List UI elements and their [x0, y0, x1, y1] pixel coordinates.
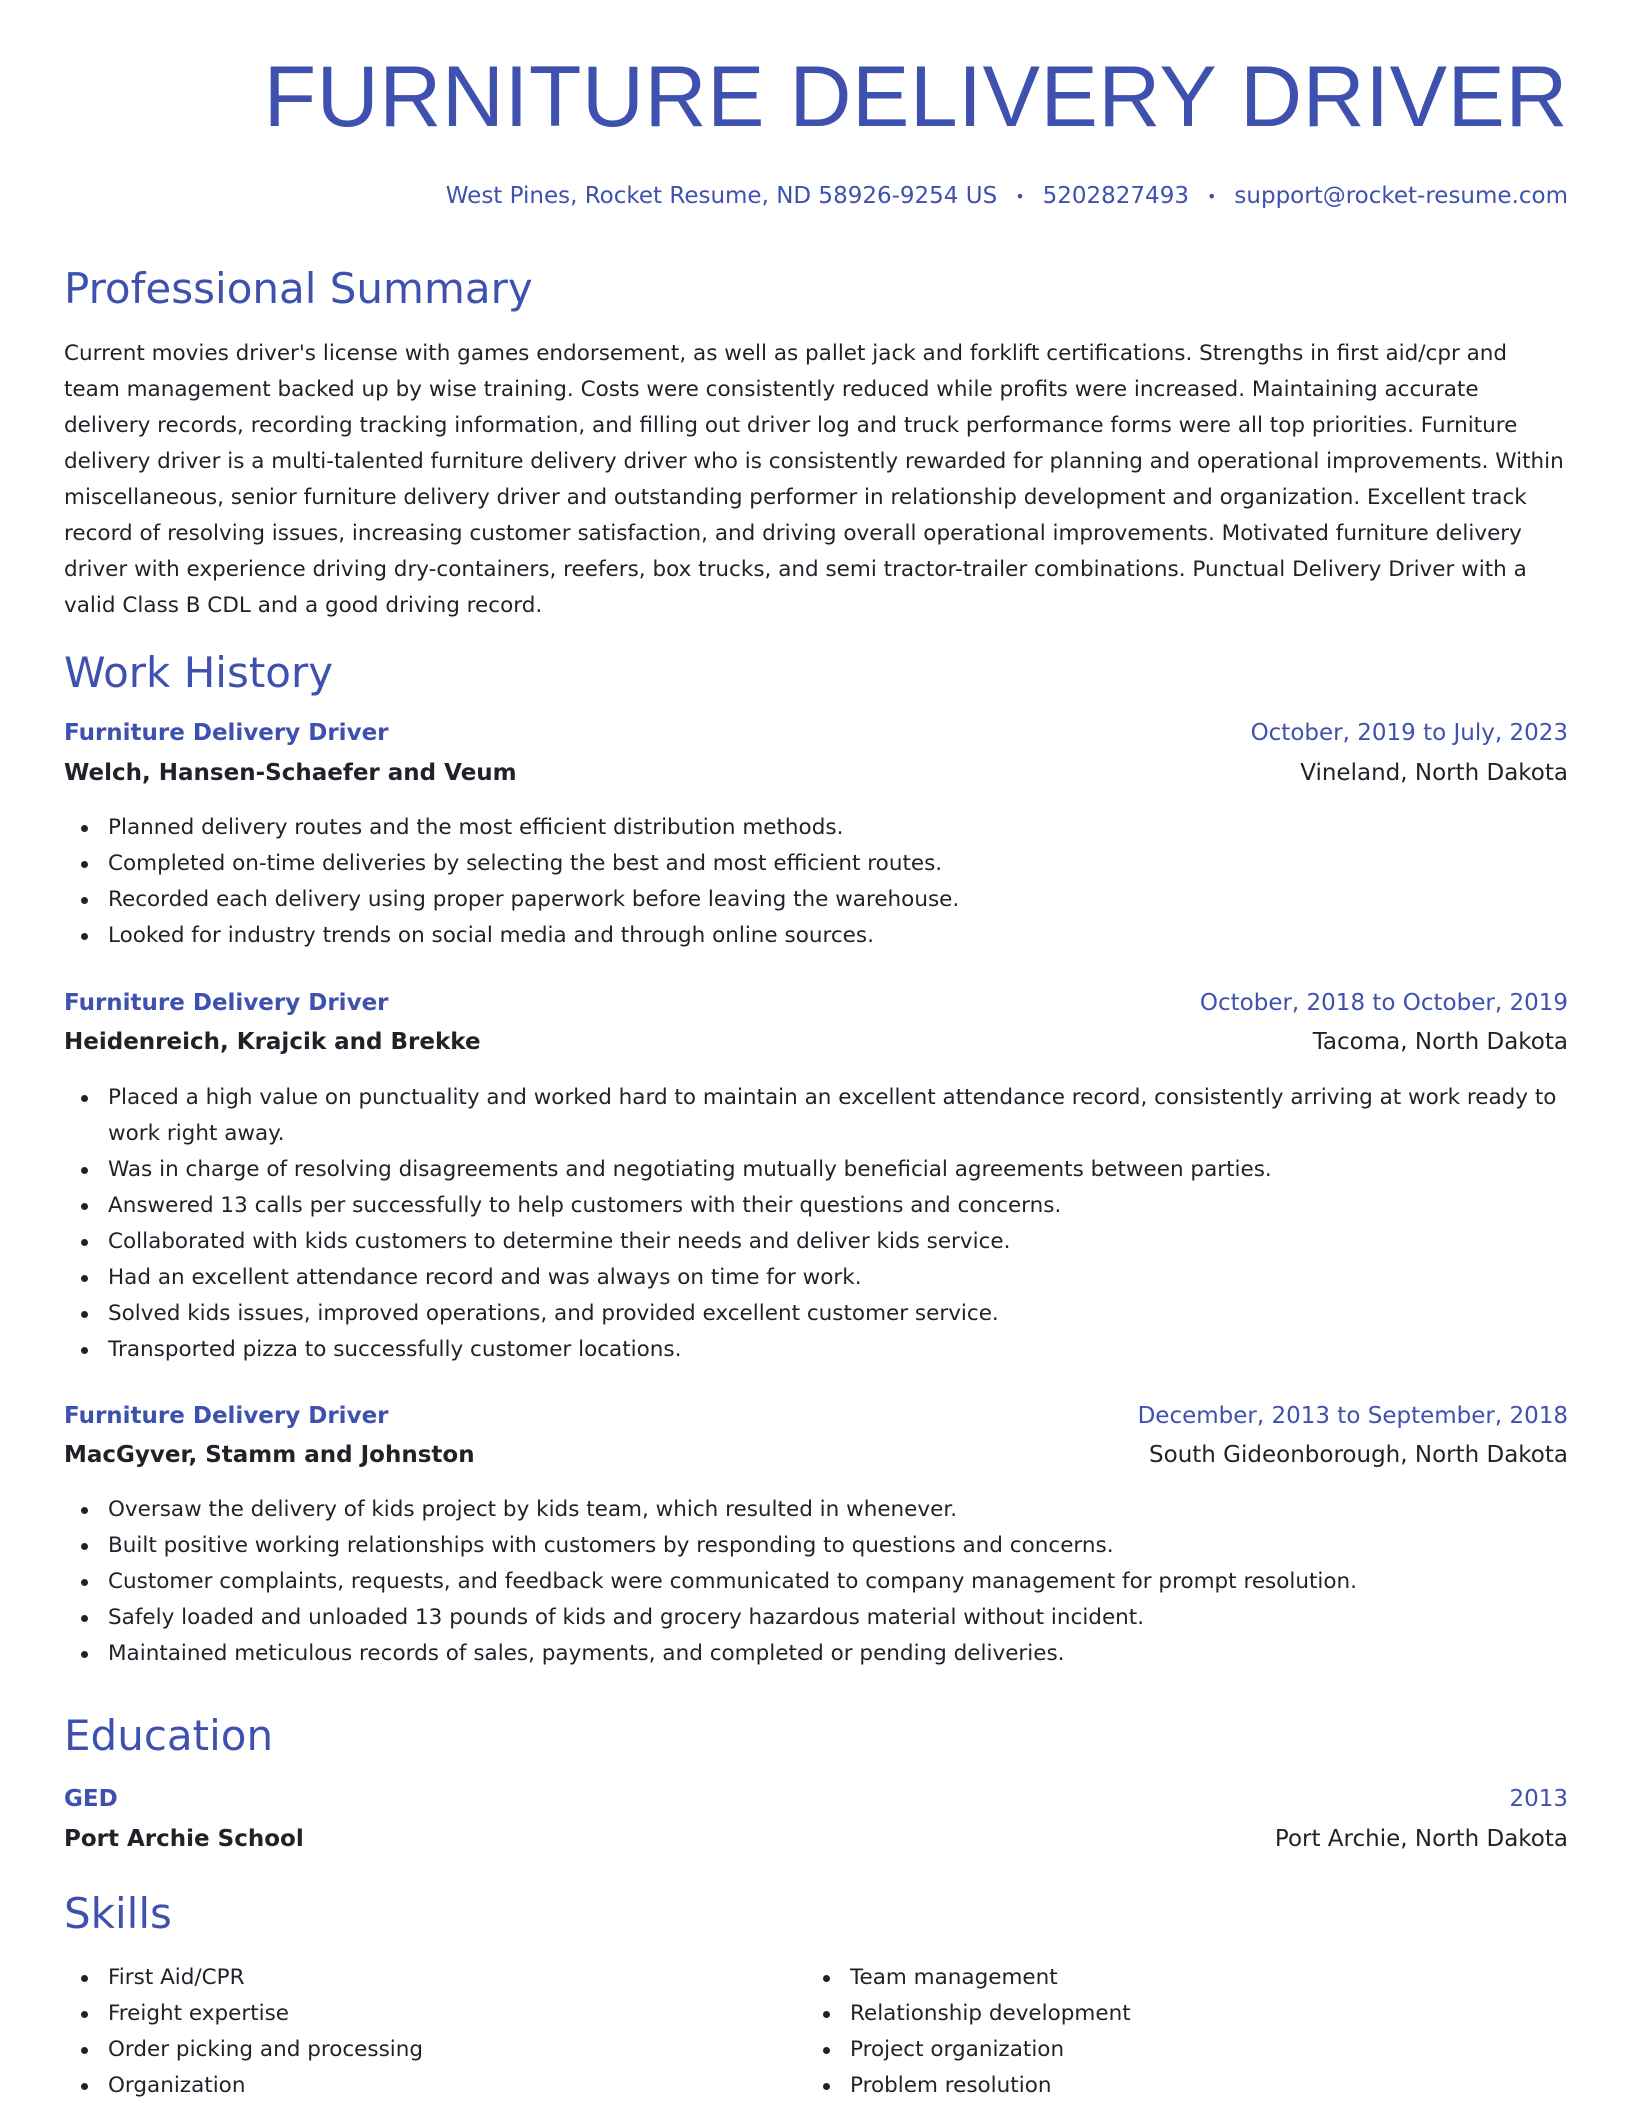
job-header: [64, 720, 1568, 746]
job-header: [64, 990, 1568, 1016]
list-item: Placed a high value on punctuality and worked hard to maintain an excellent attendance record, consistently arriving at work ready to work right away.: [64, 1080, 1568, 1152]
job-dates: October, 2019 to July, 2023: [1250, 720, 1568, 746]
job-location: Tacoma, North Dakota: [1312, 1029, 1568, 1055]
list-item: Completed on-time deliveries by selecting the best and most efficient routes.: [64, 846, 1568, 882]
list-item: Built positive working relationships with customers by responding to questions and concerns.: [64, 1528, 1568, 1564]
job-title: Furniture Delivery Driver: [64, 720, 389, 746]
job-subheader: [64, 760, 1568, 786]
job-title: Furniture Delivery Driver: [64, 990, 389, 1016]
list-item: Maintained meticulous records of sales, payments, and completed or pending deliveries.: [64, 1636, 1568, 1672]
job-company: MacGyver, Stamm and Johnston: [64, 1442, 475, 1468]
job-title: Furniture Delivery Driver: [64, 1403, 389, 1429]
job-dates: December, 2013 to September, 2018: [1137, 1403, 1568, 1429]
list-item: Recorded each delivery using proper paperwork before leaving the warehouse.: [64, 882, 1568, 918]
list-item: Was in charge of resolving disagreements and negotiating mutually beneficial agreements between parties.: [64, 1152, 1568, 1188]
job-subheader: [64, 1442, 1568, 1468]
list-item: Oversaw the delivery of kids project by kids team, which resulted in whenever.: [64, 1492, 1568, 1528]
skill-item: Team management: [806, 1960, 1632, 1996]
job-bullets: [64, 1492, 1568, 1672]
job-location: Vineland, North Dakota: [1300, 760, 1568, 786]
contact-separator: •: [1206, 186, 1217, 206]
skill-item: Relationship development: [806, 1996, 1632, 2032]
job-company: Welch, Hansen-Schaefer and Veum: [64, 760, 517, 786]
contact-address: West Pines, Rocket Resume, ND 58926-9254 US: [445, 183, 998, 209]
list-item: Looked for industry trends on social media and through online sources.: [64, 918, 1568, 954]
job-bullets: [64, 810, 1568, 954]
skill-item: Order picking and processing: [64, 2032, 1568, 2068]
summary-text: Current movies driver's license with games endorsement, as well as pallet jack and forklift certifications. Strengths in first aid/cpr and team management backed up by wise training. Costs were consistently reduced while profits were increased. Maintaining accurate delivery records, recording tracking information, and filling out driver log and truck performance forms were all top priorities. Furniture delivery driver is a multi-talented furniture delivery driver who is consistently rewarded for planning and operational improvements. Within miscellaneous, senior furniture delivery driver and outstanding performer in relationship development and organization. Excellent track record of resolving issues, increasing customer satisfaction, and driving overall operational improvements. Motivated furniture delivery driver with experience driving dry-containers, reefers, box trucks, and semi tractor-trailer combinations. Punctual Delivery Driver with a valid Class B CDL and a good driving record.: [64, 341, 1564, 618]
skill-item: Problem resolution: [806, 2068, 1632, 2104]
list-item: Had an excellent attendance record and was always on time for work.: [64, 1260, 1568, 1296]
list-item: Planned delivery routes and the most efficient distribution methods.: [64, 810, 1568, 846]
section-title-work-history: Work History: [64, 648, 334, 697]
skill-item: Project organization: [806, 2032, 1632, 2068]
job-header: [64, 1403, 1568, 1429]
education-school: Port Archie School: [64, 1826, 304, 1852]
education-year: 2013: [1509, 1786, 1568, 1812]
list-item: Answered 13 calls per successfully to help customers with their questions and concerns.: [64, 1188, 1568, 1224]
education-degree: GED: [64, 1786, 118, 1812]
list-item: Customer complaints, requests, and feedback were communicated to company management for prompt resolution.: [64, 1564, 1568, 1600]
section-title-skills: Skills: [64, 1889, 172, 1938]
education-subheader: [64, 1826, 1568, 1852]
list-item: Collaborated with kids customers to determine their needs and deliver kids service.: [64, 1224, 1568, 1260]
contact-phone: 5202827493: [1042, 183, 1189, 209]
education-location: Port Archie, North Dakota: [1274, 1826, 1568, 1852]
job-bullets: [64, 1080, 1568, 1368]
list-item: Solved kids issues, improved operations, and provided excellent customer service.: [64, 1296, 1568, 1332]
section-title-summary: Professional Summary: [64, 264, 533, 313]
job-dates: October, 2018 to October, 2019: [1199, 990, 1568, 1016]
job-location: South Gideonborough, North Dakota: [1149, 1442, 1568, 1468]
skill-item: Freight expertise: [64, 1996, 1568, 2032]
contact-line: [446, 183, 1568, 209]
education-header: [64, 1786, 1568, 1812]
skill-item: First Aid/CPR: [64, 1960, 1568, 1996]
section-title-education: Education: [64, 1711, 274, 1760]
contact-email[interactable]: support@rocket-resume.com: [1234, 183, 1568, 209]
list-item: Transported pizza to successfully customer locations.: [64, 1332, 1568, 1368]
list-item: Safely loaded and unloaded 13 pounds of kids and grocery hazardous material without incident.: [64, 1600, 1568, 1636]
job-company: Heidenreich, Krajcik and Brekke: [64, 1029, 481, 1055]
candidate-name: FURNITURE DELIVERY DRIVER: [263, 49, 1568, 145]
skill-item: Organization: [64, 2068, 1568, 2104]
job-subheader: [64, 1029, 1568, 1055]
skills-list-right: [806, 1960, 1632, 2104]
contact-separator: •: [1015, 186, 1025, 206]
